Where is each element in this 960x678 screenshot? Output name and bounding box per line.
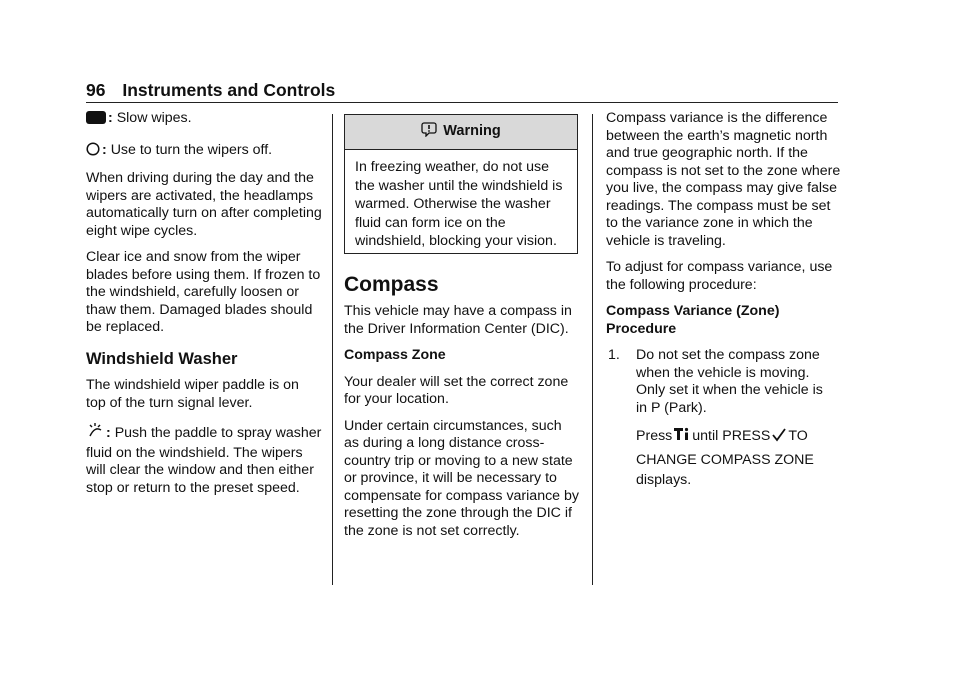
paragraph-clear-ice: Clear ice and snow from the wiper blades before using them. If frozen to the windshield, carefully loosen or thaw them. Damaged blades should be replaced.	[86, 249, 321, 335]
procedure-heading: Compass Variance (Zone) Procedure	[606, 303, 780, 337]
paragraph-paddle: The windshield wiper paddle is on top of the turn signal lever.	[86, 377, 299, 411]
washer-spray-icon	[86, 421, 104, 445]
off-circle-icon	[86, 142, 100, 162]
page-header	[86, 80, 838, 101]
compass-zone-heading: Compass Zone	[344, 347, 446, 363]
paragraph-dealer: Your dealer will set the correct zone for your location.	[344, 373, 569, 407]
page-number: 96	[86, 80, 106, 100]
vehicle-info-icon	[674, 427, 690, 448]
warning-title: Warning	[443, 123, 501, 140]
off-item: : Use to turn the wipers off.	[86, 142, 322, 162]
warning-header	[345, 115, 577, 150]
step-number: 1.	[608, 347, 620, 363]
column-divider-1	[332, 114, 333, 585]
warning-box	[344, 114, 578, 254]
column-divider-2	[592, 114, 593, 585]
column-2	[344, 114, 580, 549]
paragraph-adjust: To adjust for compass variance, use the following procedure:	[606, 259, 833, 293]
compass-heading: Compass	[344, 272, 439, 296]
slow-wipe-icon	[86, 111, 106, 130]
paragraph-variance: Compass variance is the difference between the earth’s magnetic north and true geographic north. If the compass is not set to the zone where you live, the compass may give false readings. The compass must be set to the variance zone in which the vehicle is traveling.	[606, 110, 841, 249]
procedure-step-1	[606, 347, 842, 417]
washer-heading: Windshield Washer	[86, 349, 238, 368]
warning-body: In freezing weather, do not use the washer until the windshield is warmed. Otherwise the washer fluid can form ice on the windshield, blocking your vision.	[355, 159, 563, 249]
header-rule	[86, 102, 838, 103]
paragraph-dic: This vehicle may have a compass in the Driver Information Center (DIC).	[344, 303, 572, 337]
warning-icon	[421, 121, 443, 143]
column-1	[86, 110, 322, 506]
paragraph-driving: When driving during the day and the wipers are activated, the headlamps automatically turn on after completing eight wipe cycles.	[86, 170, 322, 239]
slow-wipe-item: : Slow wipes.	[86, 110, 322, 130]
spray-item: : Push the paddle to spray washer fluid on the windshield. The wipers will clear the window and then either stop or return to the preset speed.	[86, 421, 322, 497]
column-3	[606, 110, 842, 490]
press-instruction: Press until PRESS TO CHANGE COMPASS ZONE displays.	[606, 426, 842, 490]
step-text: Do not set the compass zone when the vehicle is moving. Only set it when the vehicle is in P (Park).	[636, 347, 823, 416]
checkmark-icon	[772, 428, 786, 448]
paragraph-circumstances: Under certain circumstances, such as during a long distance cross-country trip or moving to a new state or province, it will be necessary to compensate for compass variance by resetting the zone through the DIC if the zone is not set correctly.	[344, 417, 579, 539]
section-title: Instruments and Controls	[122, 80, 336, 100]
change-zone-text: CHANGE COMPASS ZONE displays.	[636, 452, 814, 488]
